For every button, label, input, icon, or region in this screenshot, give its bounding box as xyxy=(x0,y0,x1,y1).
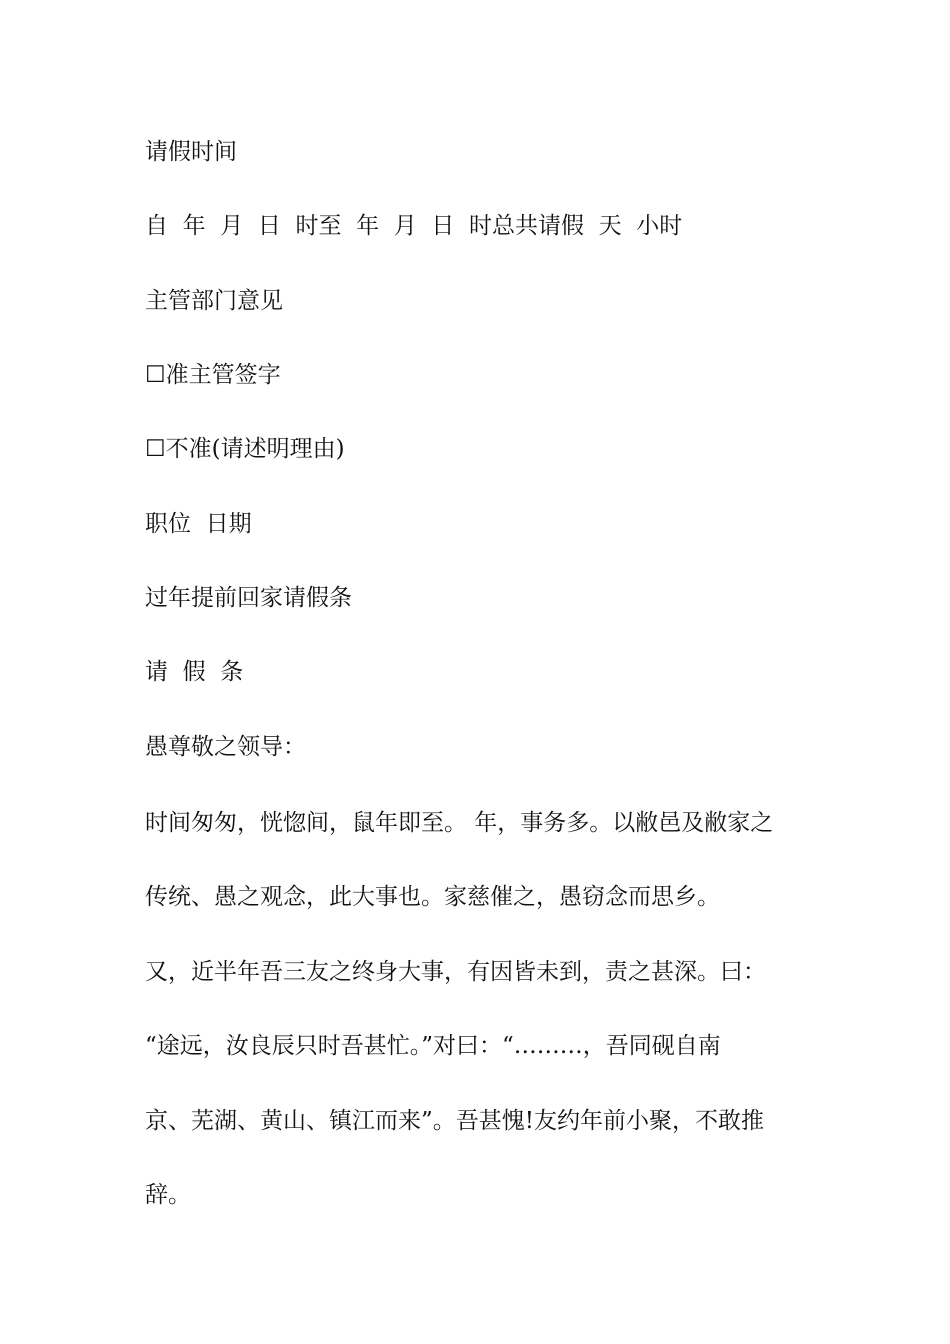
body-line-5: 京、芜湖、黄山、镇江而来”。吾甚愧!友约年前小聚，不敢推 xyxy=(145,1108,765,1134)
position-date-line: 职位 日期 xyxy=(145,511,252,537)
salutation: 愚尊敬之领导： xyxy=(145,734,306,760)
section-title: 过年提前回家请假条 xyxy=(145,585,352,611)
supervisor-opinion-heading: 主管部门意见 xyxy=(145,288,283,314)
body-line-3: 又，近半年吾三友之终身大事，有因皆未到，责之甚深。曰： xyxy=(145,959,766,985)
leave-note-title: 请 假 条 xyxy=(145,659,244,685)
body-line-6: 辞。 xyxy=(145,1182,191,1208)
leave-time-range-line: 自 年 月 日 时至 年 月 日 时总共请假 天 小时 xyxy=(145,213,683,239)
body-line-4: “途远，汝良辰只时吾甚忙。”对曰：“………，吾同砚自南 xyxy=(145,1033,721,1059)
approve-checkbox-line: ☐准主管签字 xyxy=(145,362,281,388)
reject-checkbox-line: ☐不准(请述明理由) xyxy=(145,436,345,462)
leave-time-heading: 请假时间 xyxy=(145,139,237,165)
body-line-1: 时间匆匆，恍惚间，鼠年即至。 年，事务多。以敝邑及敝家之 xyxy=(145,810,774,836)
body-line-2: 传统、愚之观念，此大事也。家慈催之，愚窃念而思乡。 xyxy=(145,884,720,910)
